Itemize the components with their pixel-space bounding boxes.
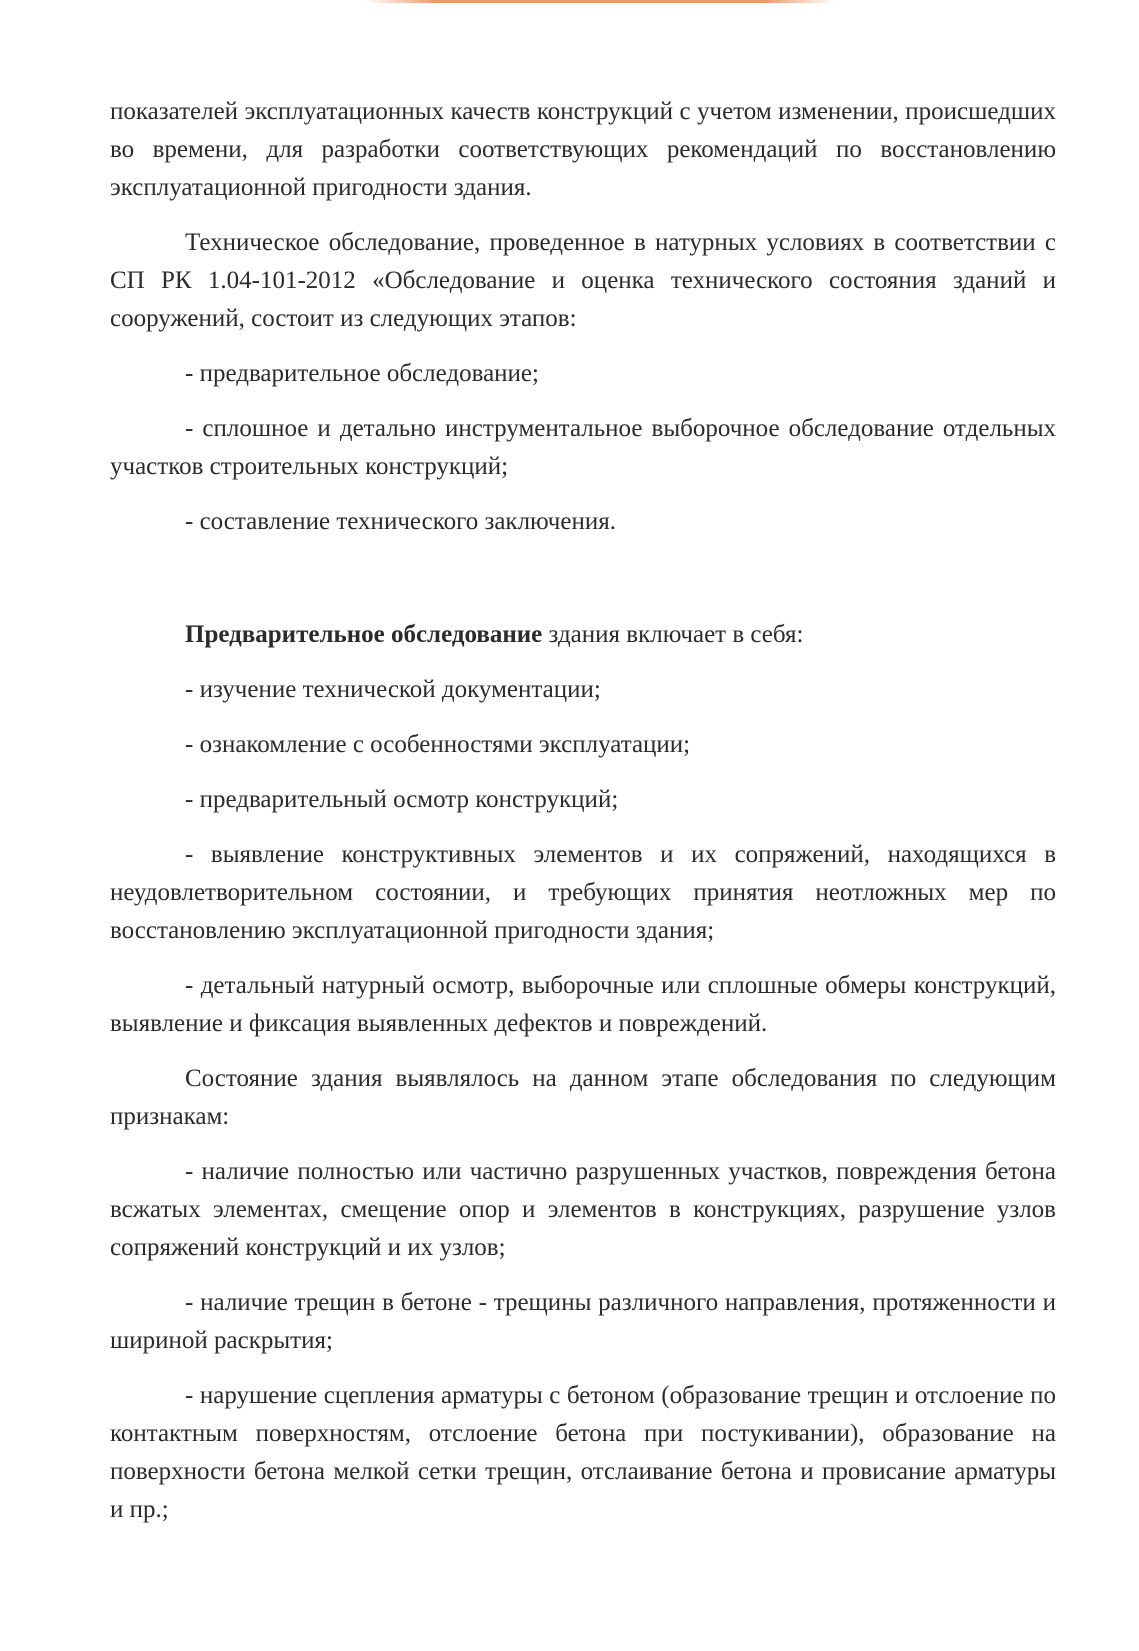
intro-continuation-paragraph: показателей эксплуатационных качеств конструкций с учетом изменении, происшедших во времени, для разработки соответствующих рекомендаций по восстановлению эксплуатационной пригодности здания. <box>110 98 1056 201</box>
preliminary-item-3: - предварительный осмотр конструкций; <box>185 786 619 813</box>
preliminary-item-2: - ознакомление с особенностями эксплуатации; <box>185 731 691 758</box>
preliminary-heading-bold: Предварительное обследование <box>185 621 543 648</box>
condition-intro-paragraph: Состояние здания выявлялось на данном этапе обследования по следующим признакам: <box>110 1065 1056 1130</box>
document-page <box>110 93 1056 1546</box>
preliminary-item-4: - выявление конструктивных элементов и их сопряжений, находящихся в неудовлетворительном состоянии, и требующих принятия неотложных мер по восстановлению эксплуатационной пригодности здания; <box>110 841 1056 944</box>
condition-item-3: - нарушение сцепления арматуры с бетоном (образование трещин и отслоение по контактным поверхностям, отслоение бетона при постукивании), образование на поверхности бетона мелкой сетки трещин, отслаивание бетона и провисание арматуры и пр.; <box>110 1382 1056 1523</box>
technical-survey-paragraph: Техническое обследование, проведенное в натурных условиях в соответствии с СП РК 1.04-101-2012 «Обследование и оценка технического состояния зданий и сооружений, состоит из следующих этапов: <box>110 229 1056 332</box>
preliminary-heading-rest: здания включает в себя: <box>542 621 804 648</box>
page-top-edge <box>365 0 835 3</box>
preliminary-heading-paragraph <box>110 616 1056 654</box>
preliminary-item-5: - детальный натурный осмотр, выборочные или сплошные обмеры конструкций, выявление и фиксация выявленных дефектов и повреждений. <box>110 972 1056 1037</box>
preliminary-item-1: - изучение технической документации; <box>185 676 601 703</box>
condition-item-2: - наличие трещин в бетоне - трещины различного направления, протяженности и шириной раскрытия; <box>110 1289 1056 1354</box>
condition-item-1: - наличие полностью или частично разрушенных участков, повреждения бетона всжатых элементах, смещение опор и элементов в конструкциях, разрушение узлов сопряжений конструкций и их узлов; <box>110 1158 1056 1261</box>
stage-item-2: - сплошное и детально инструментальное выборочное обследование отдельных участков строительных конструкций; <box>110 415 1056 480</box>
stage-item-1: - предварительное обследование; <box>185 360 539 387</box>
section-spacer <box>110 558 1056 616</box>
stage-item-3: - составление технического заключения. <box>185 508 616 535</box>
